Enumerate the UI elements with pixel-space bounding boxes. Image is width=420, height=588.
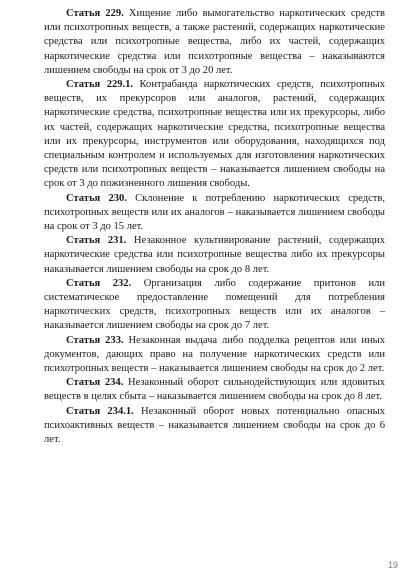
article-heading: Статья 230. <box>66 192 127 204</box>
article-heading: Статья 234.1. <box>66 405 134 417</box>
article-text: Незаконный оборот новых потенциально опасных психоактивных веществ – наказывается лишением свободы на срок до 6 лет. <box>44 405 385 446</box>
article-heading: Статья 229.1. <box>66 79 134 91</box>
article-234-1 <box>44 405 385 448</box>
article-230 <box>44 192 385 235</box>
article-text: Контрабанда наркотических средств, психотропных веществ, их прекурсоров или аналогов, растений, содержащих наркотические средства, психотропные вещества или их прекурсоры, либо их частей, содержащих наркотические средства, психотропные вещества или их прекурсоры, инструментов или оборудования, находящихся под специальным контролем и используемых для изготовления наркотических средств или психотропных веществ – наказывается лишением свободы на срок от 3 до пожизненного лишения свободы. <box>44 79 385 190</box>
article-text: Незаконный оборот сильнодействующих или ядовитых веществ в целях сбыта – наказывается лишением свободы на срок до 8 лет. <box>44 377 385 403</box>
article-heading: Статья 233. <box>66 334 124 346</box>
article-233 <box>44 334 385 377</box>
article-text: Незаконная выдача либо подделка рецептов или иных документов, дающих право на получение наркотических средств или психотропных веществ – наказывается лишением свободы на срок до 2 лет. <box>44 334 385 375</box>
article-232 <box>44 277 385 334</box>
article-heading: Статья 232. <box>66 277 132 289</box>
article-text: Хищение либо вымогательство наркотических средств или психотропных веществ, а также растений, содержащих наркотические средства или психотропные вещества, либо их частей, содержащих наркотические средства или психотропные вещества – наказываются лишением свободы на срок от 3 до 20 лет. <box>44 8 385 76</box>
article-text: Организация либо содержание притонов или систематическое предоставление помещений для потребления наркотических средств, психотропных веществ или их аналогов – наказывается лишением свободы на срок до 7 лет. <box>44 277 385 332</box>
article-heading: Статья 231. <box>66 235 127 247</box>
article-229-1 <box>44 78 385 192</box>
article-heading: Статья 229. <box>66 8 124 19</box>
article-234 <box>44 376 385 404</box>
document-body <box>44 7 385 447</box>
article-231 <box>44 234 385 277</box>
article-heading: Статья 234. <box>66 377 124 389</box>
page-number: 19 <box>388 560 399 570</box>
article-text: Незаконное культивирование растений, содержащих наркотические средства или психотропные вещества либо их прекурсоры наказывается лишением свободы на срок до 8 лет. <box>44 235 385 275</box>
article-text: Склонение к потреблению наркотических средств, психотропных веществ или их аналогов – наказывается лишением свободы на срок от 3 до 15 лет. <box>44 192 385 233</box>
article-229 <box>44 7 385 78</box>
